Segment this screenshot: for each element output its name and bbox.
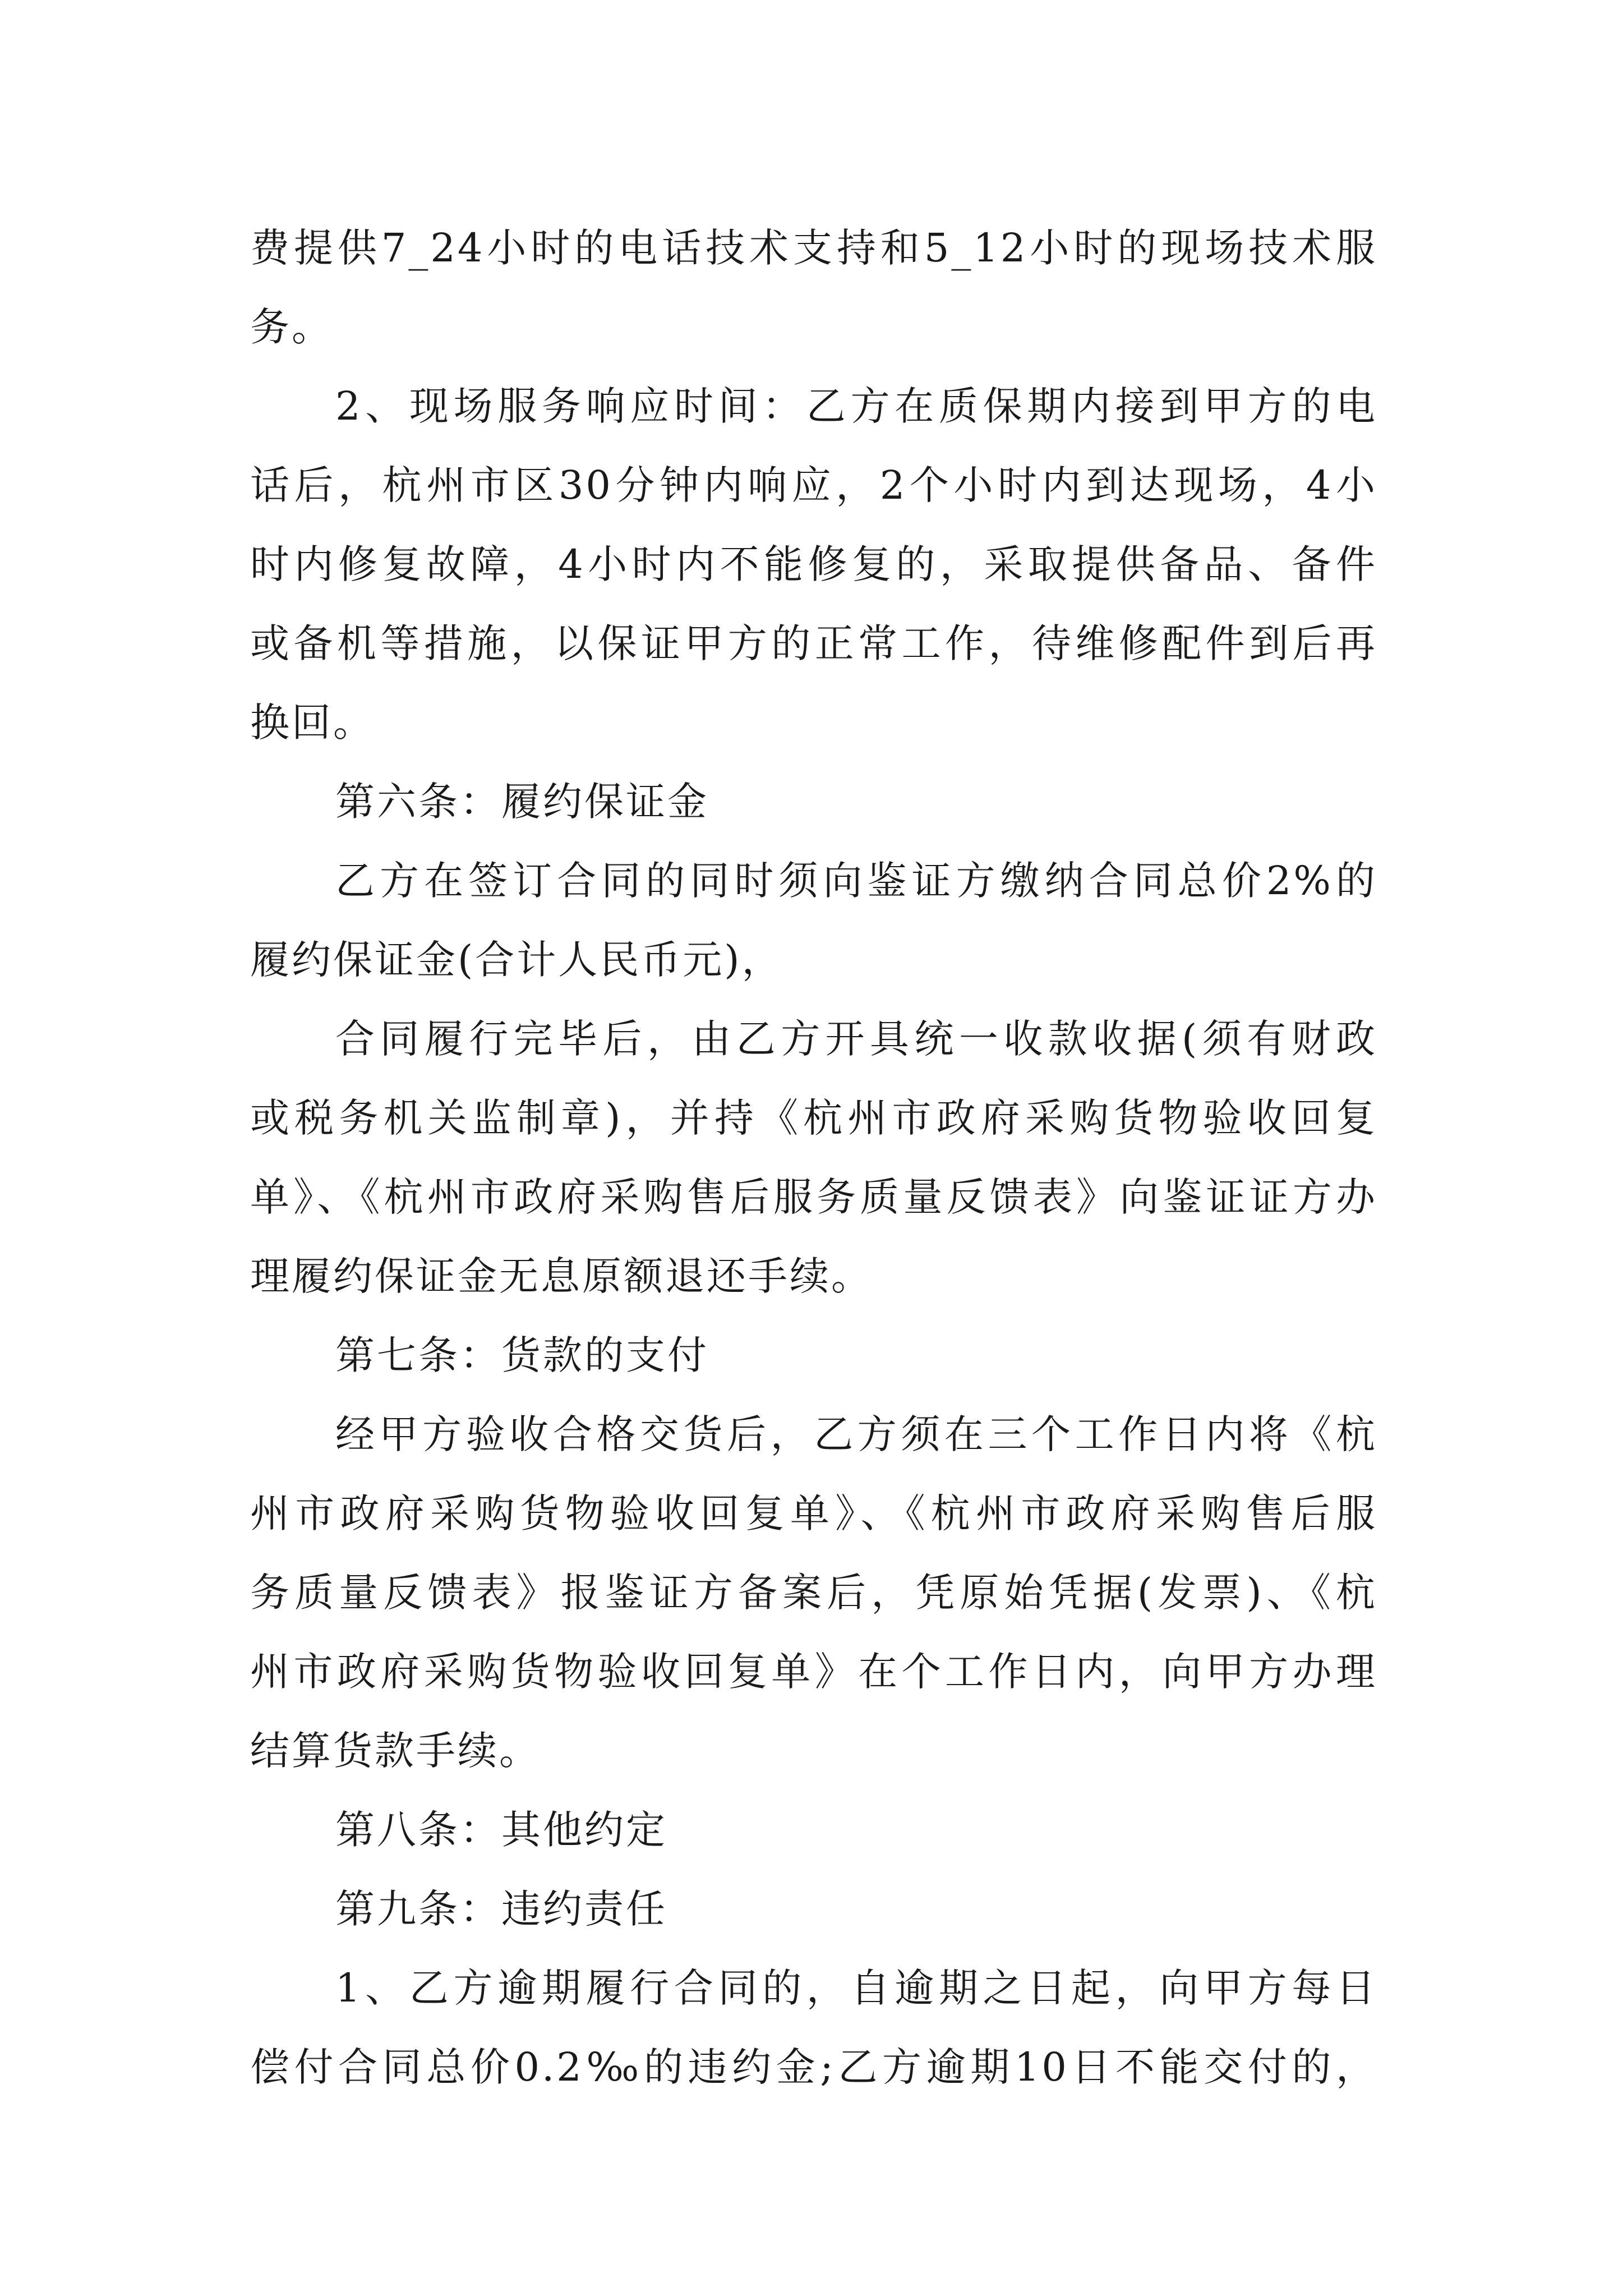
text-line: 务质量反馈表》报鉴证方备案后，凭原始凭据(发票)、《杭 (250, 1570, 1377, 1616)
text-line: 合同履行完毕后，由乙方开具统一收款收据(须有财政 (335, 1016, 1377, 1062)
text-line: 偿付合同总价0.2‰的违约金;乙方逾期10日不能交付的， (250, 2044, 1377, 2090)
text-line: 换回。 (250, 700, 375, 746)
text-line: 或税务机关监制章)，并持《杭州市政府采购货物验收回复 (250, 1095, 1377, 1141)
text-line: 理履约保证金无息原额退还手续。 (250, 1253, 873, 1299)
text-line: 时内修复故障，4小时内不能修复的，采取提供备品、备件 (250, 541, 1377, 587)
text-line: 或备机等措施，以保证甲方的正常工作，待维修配件到后再 (250, 620, 1377, 666)
document-body (250, 209, 1377, 2107)
text-line: 履约保证金(合计人民币元)， (250, 937, 783, 983)
text-line: 务。 (250, 304, 333, 350)
text-line: 第七条：货款的支付 (335, 1332, 709, 1378)
text-line: 结算货款手续。 (250, 1728, 541, 1774)
text-line: 州市政府采购货物验收回复单》、《杭州市政府采购售后服 (250, 1490, 1377, 1536)
text-line: 乙方在签订合同的同时须向鉴证方缴纳合同总价2%的 (335, 858, 1377, 904)
text-line: 第八条：其他约定 (335, 1807, 667, 1853)
text-line: 第六条：履约保证金 (335, 779, 709, 825)
text-line: 单》、《杭州市政府采购售后服务质量反馈表》向鉴证证方办 (250, 1174, 1377, 1220)
text-line: 1、乙方逾期履行合同的，自逾期之日起，向甲方每日 (335, 1965, 1377, 2011)
text-line: 第九条：违约责任 (335, 1886, 667, 1932)
text-line: 经甲方验收合格交货后，乙方须在三个工作日内将《杭 (335, 1411, 1377, 1457)
text-line: 2、现场服务响应时间：乙方在质保期内接到甲方的电 (335, 383, 1377, 429)
text-line: 话后，杭州市区30分钟内响应，2个小时内到达现场，4小 (250, 462, 1377, 508)
text-line: 费提供7_24小时的电话技术支持和5_12小时的现场技术服 (250, 225, 1377, 271)
text-line: 州市政府采购货物验收回复单》在个工作日内，向甲方办理 (250, 1649, 1377, 1695)
